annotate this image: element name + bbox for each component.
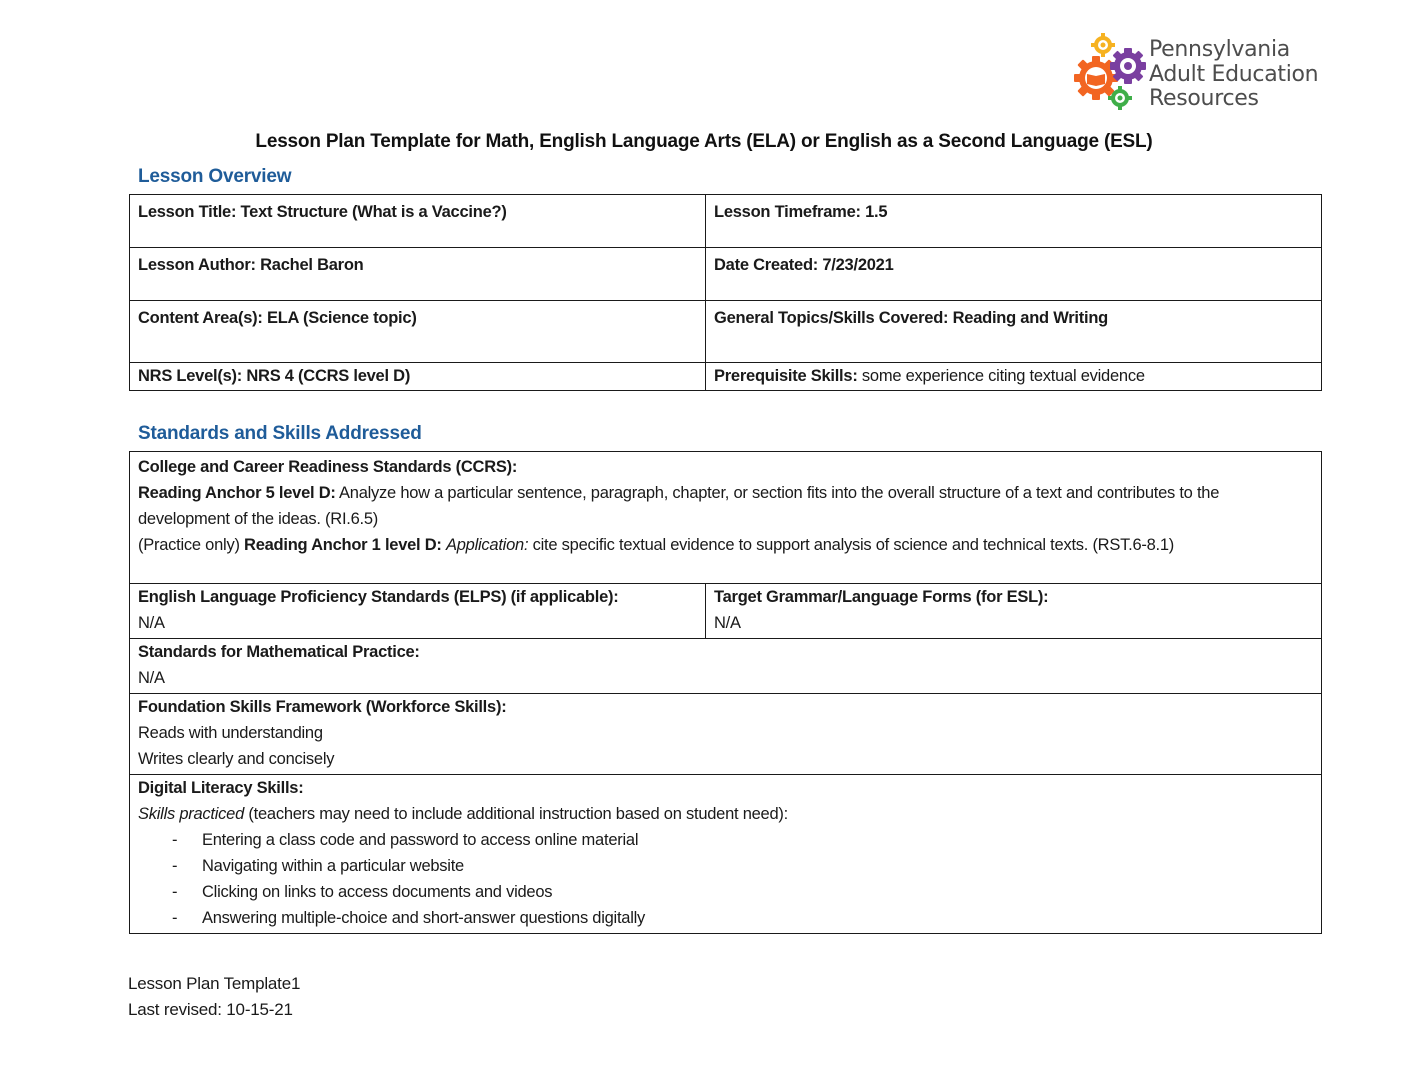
math-practice-cell bbox=[130, 639, 1322, 694]
anchor-1-standard bbox=[138, 532, 1313, 558]
anchor-1-text: cite specific textual evidence to support analysis of science and technical texts. (RST.6-8.1) bbox=[528, 536, 1175, 554]
logo-text bbox=[1149, 38, 1318, 112]
skills-practiced-note: (teachers may need to include additional instruction based on student need): bbox=[244, 805, 788, 823]
content-area-cell: Content Area(s): ELA (Science topic) bbox=[130, 301, 706, 363]
footer-template-name: Lesson Plan Template1 bbox=[128, 974, 301, 993]
digital-skill-item bbox=[138, 905, 1313, 931]
practice-prefix: (Practice only) bbox=[138, 536, 245, 554]
elps-cell bbox=[130, 584, 706, 639]
skills-practiced-line bbox=[138, 801, 1313, 827]
nrs-level-cell: NRS Level(s): NRS 4 (CCRS level D) bbox=[130, 363, 706, 391]
standards-heading: Standards and Skills Addressed bbox=[138, 423, 422, 444]
logo-line: Resources bbox=[1149, 86, 1259, 111]
anchor-5-standard bbox=[138, 480, 1313, 532]
logo-line: Adult Education bbox=[1149, 61, 1319, 87]
skills-practiced-label: Skills practiced bbox=[138, 805, 245, 823]
lesson-title-cell: Lesson Title: Text Structure (What is a Vaccine?) bbox=[130, 195, 706, 248]
foundation-skill-item: Reads with understanding bbox=[138, 724, 323, 742]
math-practice-label: Standards for Mathematical Practice: bbox=[138, 643, 420, 661]
target-grammar-cell bbox=[706, 584, 1322, 639]
digital-skill-text: Answering multiple-choice and short-answer questions digitally bbox=[202, 909, 646, 927]
general-topics-cell: General Topics/Skills Covered: Reading and Writing bbox=[706, 301, 1322, 363]
logo-line: Pennsylvania bbox=[1149, 37, 1290, 62]
ccrs-label: College and Career Readiness Standards (CCRS): bbox=[138, 458, 518, 476]
digital-skill-text: Entering a class code and password to access online material bbox=[202, 831, 639, 849]
digital-skill-item bbox=[138, 879, 1313, 905]
digital-skill-text: Navigating within a particular website bbox=[202, 857, 464, 875]
elps-value: N/A bbox=[138, 614, 165, 632]
gear-icon bbox=[1110, 48, 1146, 84]
prerequisite-value: some experience citing textual evidence bbox=[857, 367, 1145, 385]
anchor-5-label: Reading Anchor 5 level D: bbox=[138, 484, 336, 502]
foundation-skills-cell bbox=[130, 694, 1322, 775]
foundation-skill-item: Writes clearly and concisely bbox=[138, 750, 335, 768]
application-label: Application: bbox=[445, 536, 529, 554]
lesson-author-cell: Lesson Author: Rachel Baron bbox=[130, 248, 706, 301]
digital-skill-text: Clicking on links to access documents and videos bbox=[202, 883, 553, 901]
foundation-skills-label: Foundation Skills Framework (Workforce Skills): bbox=[138, 698, 507, 716]
lesson-timeframe-cell: Lesson Timeframe: 1.5 bbox=[706, 195, 1322, 248]
math-practice-value: N/A bbox=[138, 669, 165, 687]
footer-last-revised: Last revised: 10-15-21 bbox=[128, 1000, 293, 1019]
target-grammar-label: Target Grammar/Language Forms (for ESL): bbox=[714, 588, 1049, 606]
ccrs-cell bbox=[130, 452, 1322, 584]
anchor-1-label: Reading Anchor 1 level D: bbox=[244, 536, 442, 554]
digital-skill-item bbox=[138, 827, 1313, 853]
standards-table bbox=[129, 451, 1322, 934]
prerequisite-label: Prerequisite Skills: bbox=[714, 367, 858, 385]
lesson-overview-table bbox=[129, 194, 1322, 391]
document-title: Lesson Plan Template for Math, English Language Arts (ELA) or English as a Second Language (ESL) bbox=[255, 131, 1153, 152]
gear-icon bbox=[1091, 33, 1115, 57]
digital-skill-item bbox=[138, 853, 1313, 879]
lesson-overview-heading: Lesson Overview bbox=[138, 166, 292, 187]
elps-label: English Language Proficiency Standards (ELPS) (if applicable): bbox=[138, 588, 619, 606]
prerequisite-skills-cell bbox=[706, 363, 1322, 391]
target-grammar-value: N/A bbox=[714, 614, 741, 632]
date-created-cell: Date Created: 7/23/2021 bbox=[706, 248, 1322, 301]
digital-literacy-cell bbox=[130, 775, 1322, 934]
digital-literacy-label: Digital Literacy Skills: bbox=[138, 779, 304, 797]
page-footer bbox=[128, 971, 300, 1023]
anchor-5-text: Analyze how a particular sentence, paragraph, chapter, or section fits into the overall structure of a text and contributes to the development of the ideas. (RI.6.5) bbox=[138, 484, 1220, 528]
